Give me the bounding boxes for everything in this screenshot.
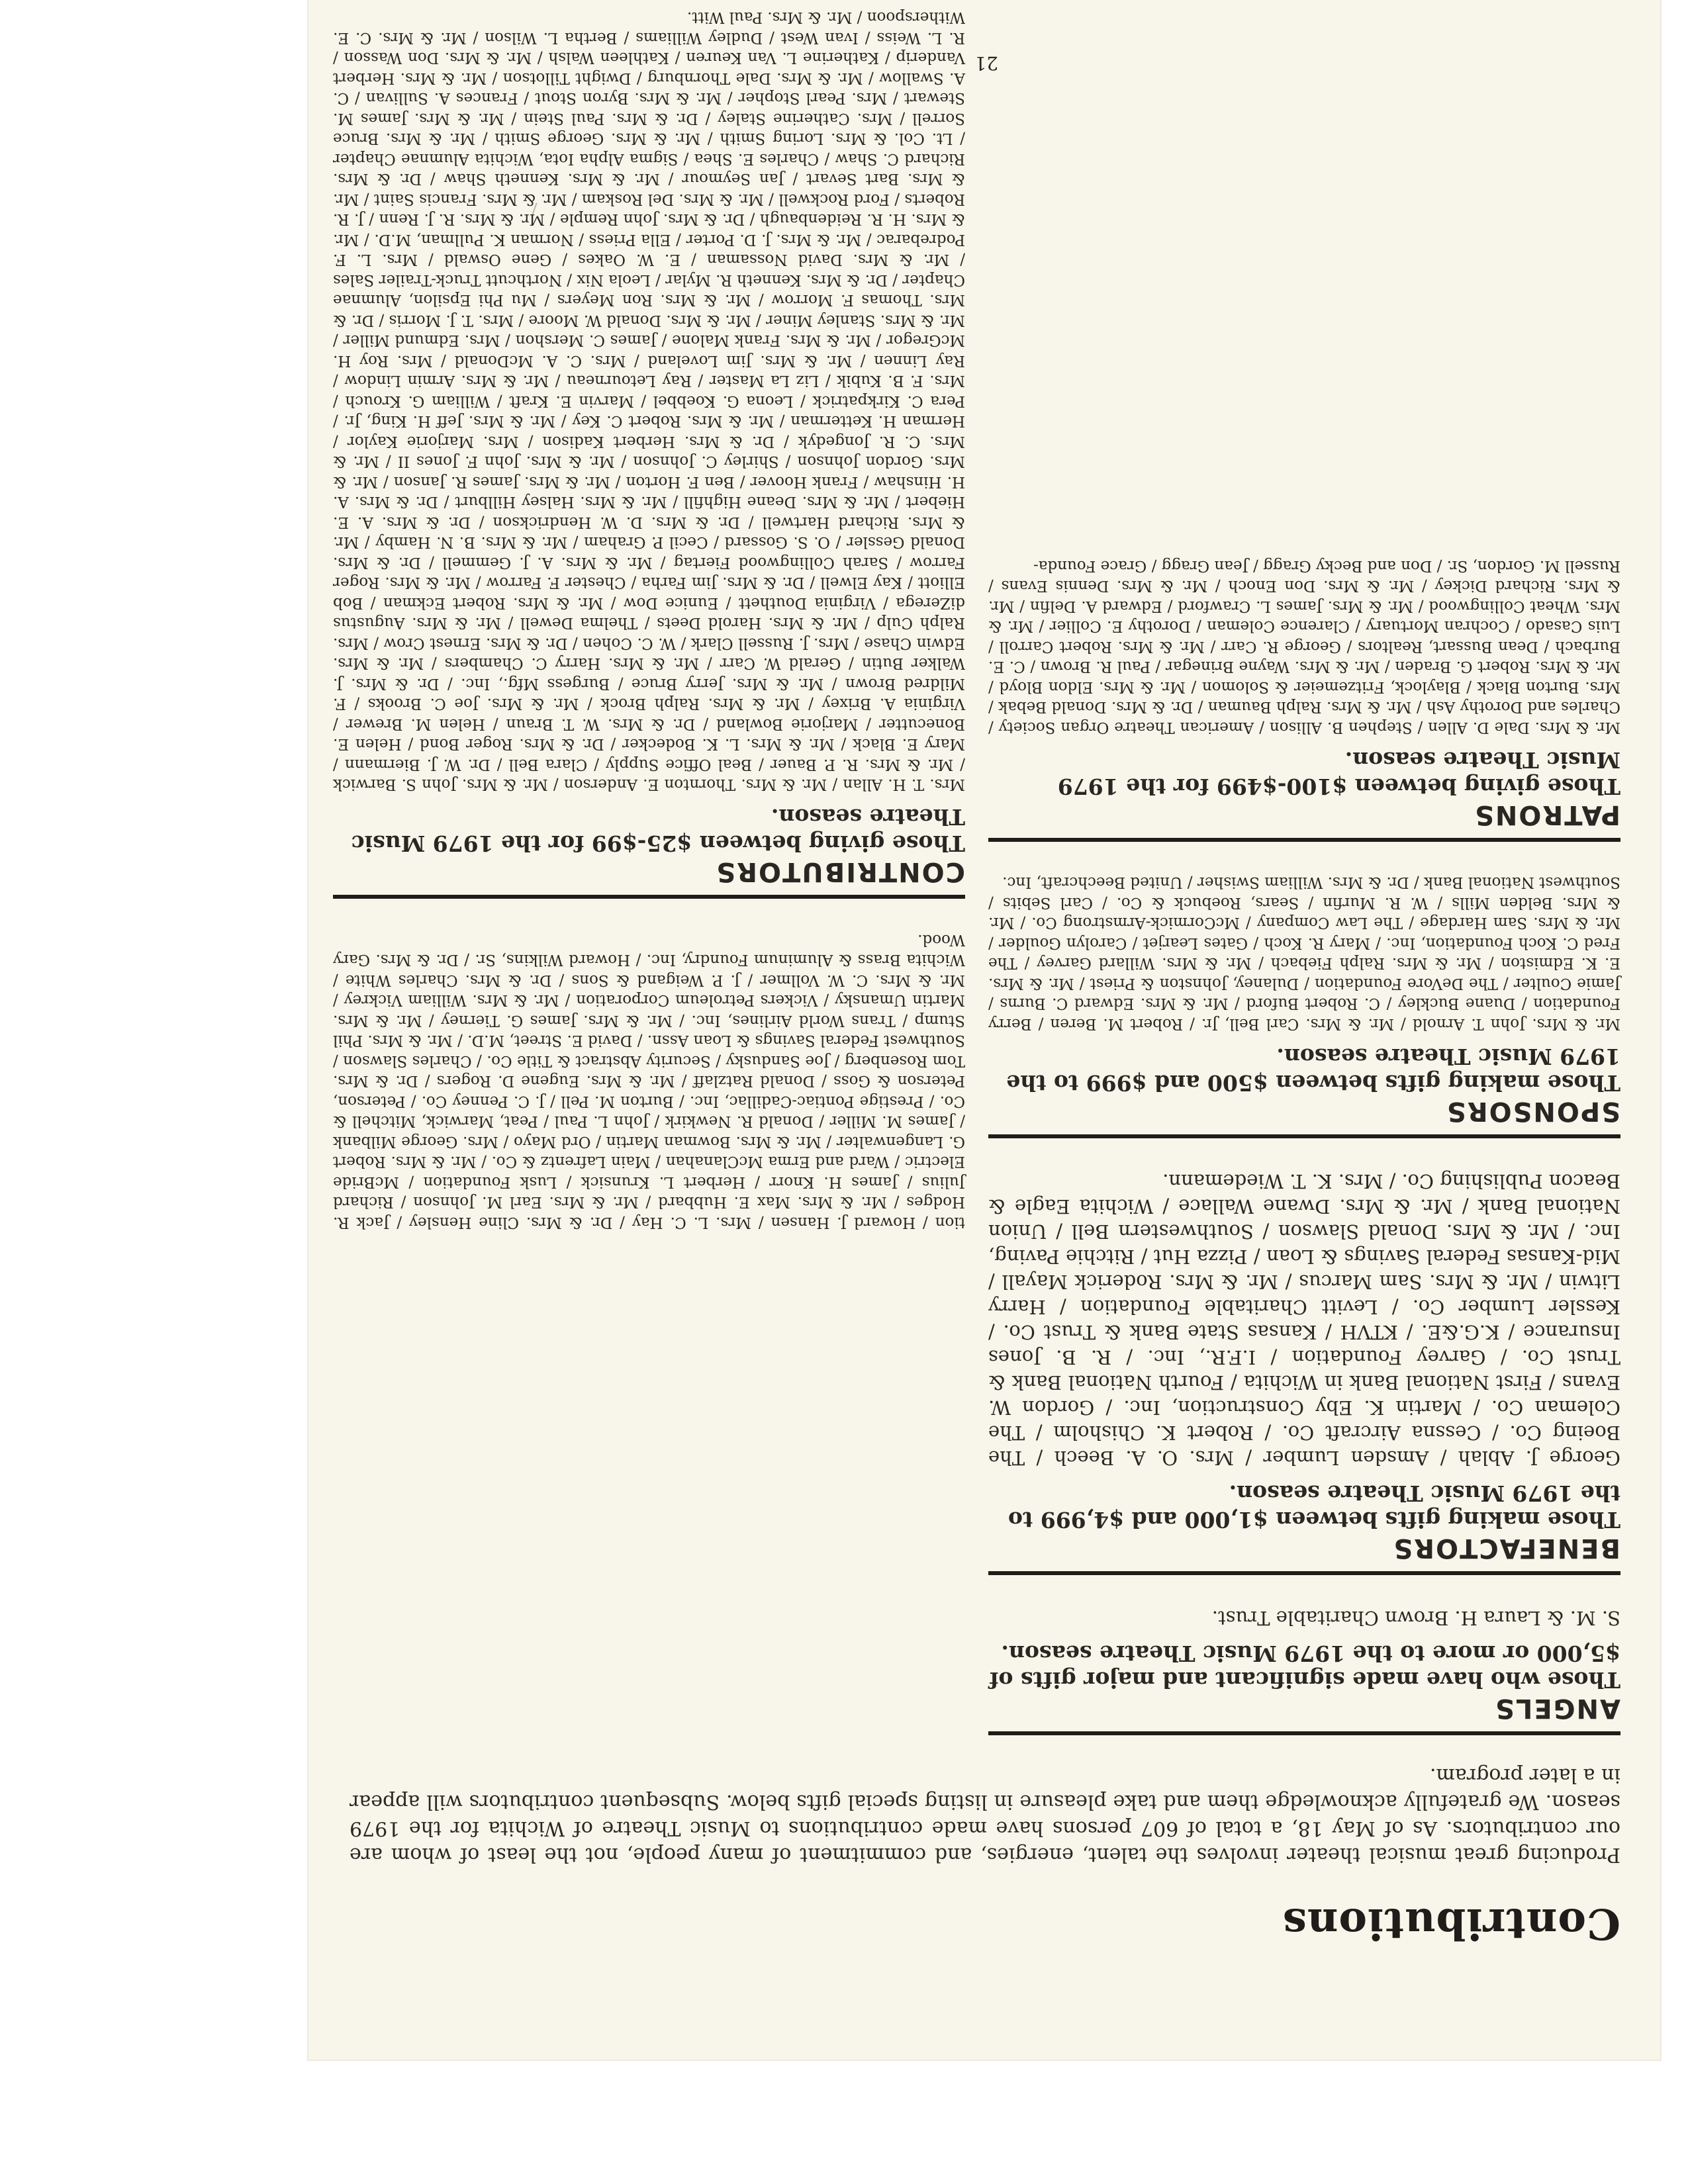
contributors-section xyxy=(333,7,965,899)
patrons-subtitle: Those giving between $100-$499 for the 1979 Music Theatre season. xyxy=(1057,747,1620,799)
document-page xyxy=(308,0,1660,2060)
patrons-section xyxy=(988,556,1620,842)
contributors-subtitle: Those giving between $25-$99 for the 1979 Music Theatre season. xyxy=(351,804,965,857)
sponsors-section xyxy=(988,872,1620,1138)
contributors-title: CONTRIBUTORS xyxy=(715,856,965,887)
sponsors-title: SPONSORS xyxy=(1445,1096,1620,1126)
contributors-list: Mrs. T. H. Allan / Mr. & Mrs. Thornton E. Anderson / Mr. & Mrs. John S. Barwick / Mr. & Mrs. R. P. Bauer / Beal Office Supply / Clara Bell / Dr. W. J. Biermann / Mary E. Black / Mr. & Mrs. L. K. Bodecker / Dr. & Mrs. Roger Bond / Helen E. Bonecutter / Marjorie Bowland / Dr. & Mrs. W. T. Braun / Helen M. Brewer / Virginia A. Brixey / Mr. & Mrs. Ralph Brock / Mr. & Mrs. Joe C. Brooks / F. Mildred Brown / Mr. & Mrs. Jerry Bruce / Burgess Mfg., Inc. / Dr. & Mrs. J. Walker Butin / Gerald W. Carr / Mr. & Mrs. Harry C. Chambers / Mr. & Mrs. Edwin Chase / Mrs. J. Russell Clark / W. C. Cohen / Dr. & Mrs. Ernest Crow / Mrs. Ralph Culp / Mr. & Mrs. Harold Deets / Thelma Dewell / Mr. & Mrs. Augustus diZerega / Virginia Douthett / Eunice Dow / Mr. & Mrs. Robert Eckman / Bob Elliott / Kay Elwell / Dr. & Mrs. Jim Farha / Chester F. Farrow / Mr. & Mrs. Roger Farrow / Sarah Collingwood Fiertag / Mr. & Mrs. A. J. Gemmell / Dr. & Mrs. Donald Gessler / O. S. Gossard / Cecil P. Graham / Mr. & Mrs. B. N. Hamby / Mr. & Mrs. Richard Hartwell / Dr. & Mrs. D. W. Hendrickson / Dr. & Mrs. A. E. Hiebert / Mr. & Mrs. Deane Highfill / Mr. & Mrs. Halsey Hillburt / Dr. & Mrs. A. H. Hinshaw / Frank Hoover / Ben F. Horton / Mr. & Mrs. James R. Janson / Mr. & Mrs. Gordon Johnson / Shirley C. Johnson / Mr. & Mrs. John F. Jones II / Mr. & Mrs. C. R. Jongedyk / Dr. & Mrs. Herbert Kadison / Mrs. Marjorie Kaylor / Herman H. Ketterman / Mr. & Mrs. Robert C. Key / Mr. & Mrs. Jeff H. King, Jr. / Pera C. Kirkpatrick / Leona G. Koebbel / Marvin E. Kraft / William G. Krouch / Mrs. F. B. Kubik / Liz La Master / Ray Letourneau / Mr. & Mrs. Armin Lindow / Ray Linnen / Mr. & Mrs. Jim Loveland / Mrs. C. A. McDonald / Mrs. Roy H. McGregor / Mr. & Mrs. Frank Malone / James C. Mershon / Mrs. Edmund Miller / Mr. & Mrs. Stanley Miner / Mr. & Mrs. Donald W. Moore / Mrs. T. J. Morris / Dr. & Mrs. Thomas F. Morrow / Mr. & Mrs. Ron Meyers / Mu Phi Epsilon, Alumnae Chapter / Dr. & Mrs. Kenneth R. Mylar / Leola Nix / Northcutt Truck-Trailer Sales / Mr. & Mrs. David Nossaman / E. W. Oakes / Gene Oswald / Mrs. L. F. Podrebarac / Mr. & Mrs. J. D. Porter / Ella Priess / Norman K. Pullman, M.D. / Mr. & Mrs. H. R. Reidenbaugh / Dr. & Mrs. John Remple / Mr. & Mrs. R. J. Renn / J. R. Roberts / Ford Rockwell / Mr. & Mrs. Del Roskam / Mr. & Mrs. Francis Saint / Mr. & Mrs. Bart Sevart / Jan Seymour / Mr. & Mrs. Kenneth Shaw / Dr. & Mrs. Richard C. Shaw / Charles E. Shea / Sigma Alpha Iota, Wichita Alumnae Chapter / Lt. Col. & Mrs. Loring Smith / Mr. & Mrs. George Smith / Mr. & Mrs. Bruce Sorrell / Mrs. Catherine Staley / Dr. & Mrs. Paul Stein / Mr. & Mrs. James M. Stewart / Mrs. Pearl Stopher / Mr. & Mrs. Byron Stout / Frances A. Sullivan / C. A. Swallow / Mr. & Mrs. Dale Thornburg / Dwight Tillotson / Mr. & Mrs. Herbert Vanderip / Katherine L. Van Keuren / Kathleen Walsh / Mr. & Mrs. Don Wasson / R. L. Weiss / Ivan West / Dudley Williams / Bertha L. Wilson / Mr. & Mrs. C. E. Witherspoon / Mr. & Mrs. Paul Witt. xyxy=(333,9,965,794)
sponsors-list: Mr. & Mrs. John T. Arnold / Mr. & Mrs. Carl Bell, Jr. / Robert M. Beren / Berry Foundation / Duane Buckley / C. Robert Buford / Mr. & Mrs. Edward C. Burns / Jamie Coulter / The DeVore Foundation / Dulaney, Johnston & Priest / Mr. & Mrs. E. K. Edmiston / Mr. & Mrs. Ralph Fiebach / Mr. & Mrs. Willard Garvey / The Fred C. Koch Foundation, Inc. / Mary R. Koch / Gates Learjet / Carolyn Goulder / Mr. & Mrs. Sam Hardage / The Law Company / McCormick-Armstrong Co. / Mr. & Mrs. Belden Mills / W. R. Murfin / Sears, Roebuck & Co. / Carl Sebits / Southwest National Bank / Dr. & Mrs. William Swisher / United Beechcraft, Inc. xyxy=(988,874,1620,1032)
right-column xyxy=(333,0,965,1232)
section-rule xyxy=(988,1134,1620,1138)
angels-list: S. M. & Laura H. Brown Charitable Trust. xyxy=(1211,1607,1620,1629)
benefactors-title: BENEFACTORS xyxy=(1392,1533,1620,1563)
patrons-list: Mr. & Mrs. Dale D. Allen / Stephen B. Allison / American Theatre Organ Society / Charles and Dorothy Ash / Mr. & Mrs. Ralph Bauman / Dr. & Mrs. Donald Bebak / Mrs. Burton Black / Blaylock, Fritzemeier & Solomon / Mr. & Mrs. Eldon Bloyd / Mr. & Mrs. Robert G. Braden / Mr. & Mrs. Wayne Brinegar / Paul R. Brown / C. E. Burbach / Dean Bussart, Realtors / George R. Carr / Mr. & Mrs. Robert Carroll / Luis Casado / Cochran Mortuary / Clarence Coleman / Dorothy E. Collier / Mr. & Mrs. Wheat Collingwood / Mr. & Mrs. James L. Crawford / Edward A. Delfin / Mr. & Mrs. Richard Dickey / Mr. & Mrs. Don Enoch / Mr. & Mrs. Dennis Evans / Russell M. Gordon, Sr. / Don and Becky Gragg / Jean Gragg / Grace Founda- xyxy=(988,557,1620,736)
page-number: 21 xyxy=(974,52,998,74)
benefactors-list: George J. Ablah / Amsden Lumber / Mrs. O. A. Beech / The Boeing Co. / Cessna Aircraft Co. / Robert K. Chisholm / The Coleman Co. / Martin K. Eby Construction, Inc. / Gordon W. Evans / First National Bank in Wichita / Fourth National Bank & Trust Co. / Garvey Foundation / I.F.R., Inc. / R. B. Jones Insurance / K.G.&E. / KTVH / Kansas State Bank & Trust Co. / Kessler Lumber Co. / Levitt Charitable Foundation / Harry Litwin / Mr. & Mrs. Sam Marcus / Mr. & Mrs. Roderick Mayall / Mid-Kansas Federal Savings & Loan / Pizza Hut / Ritchie Paving, Inc. / Mr. & Mrs. Donald Slawson / Southwestern Bell / Union National Bank / Mr. & Mrs. Dwane Wallace / Wichita Eagle & Beacon Publishing Co. / Mrs. K. T. Wiedemann. xyxy=(988,1170,1620,1469)
section-rule xyxy=(988,1571,1620,1575)
patrons-title: PATRONS xyxy=(1474,799,1620,830)
sponsors-subtitle: Those making gifts between $500 and $999 to the 1979 Music Theatre season. xyxy=(1006,1044,1620,1096)
page-title: Contributions xyxy=(1282,1899,1620,1948)
angels-subtitle: Those who have made significant and major gifts of $5,000 or more to the 1979 Music Theatre season. xyxy=(989,1641,1620,1693)
section-rule xyxy=(333,895,965,899)
section-rule xyxy=(988,838,1620,842)
patrons-continued-section xyxy=(333,930,965,1233)
left-column xyxy=(988,525,1620,1736)
patrons-list-continued: tion / Howard J. Hansen / Mrs. L. C. Hay / Dr. & Mrs. Cline Hensley / Jack R. Hodges / Mr. & Mrs. Max E. Hubbard / Mr. & Mrs. Earl M. Johnson / Richard Julius / James H. Knorr / Herbert L. Krunsick / Lusk Foundation / McBride Electric / Ward and Erma McClanahan / Main Lafrentz & Co. / Mr. & Mrs. Robert G. Langenwalter / Mr. & Mrs. Bowman Martin / Ord Mayo / Mrs. George Milbank / James M. Miller / Donald R. Newkirk / John L. Paul / Peat, Marwick, Mitchell & Co. / Prestige Pontiac-Cadillac, Inc. / Burton M. Pell / J. C. Penney Co. / Peterson, Peterson & Goss / Donald Ratzlaff / Mr. & Mrs. Eugene D. Rogers / Dr. & Mrs. Tom Rosenberg / Joe Sandusky / Security Abstract & Title Co. / Charles Slawson / Southwest Federal Savings & Loan Assn. / David E. Street, M.D. / Mr. & Mrs. Phil Stump / Trans World Airlines, Inc. / Mr. & Mrs. James G. Tierney / Mr. & Mrs. Martin Umansky / Vickers Petroleum Corporation / Mr. & Mrs. William Vickrey / Mr. & Mrs. C. W. Vollmer / J. P. Weigand & Sons / Dr. & Mrs. Charles White / Wichita Brass & Aluminum Foundry, Inc. / Howard Wilkins, Sr. / Dr. & Mrs. Gary Wood. xyxy=(333,931,965,1231)
benefactors-subtitle: Those making gifts between $1,000 and $4,999 to the 1979 Music Theatre season. xyxy=(1008,1480,1620,1533)
angels-title: ANGELS xyxy=(1494,1693,1620,1723)
angels-section xyxy=(988,1606,1620,1735)
benefactors-section xyxy=(988,1169,1620,1575)
page-content-rotated xyxy=(308,0,1660,2060)
intro-paragraph: Producing great musical theater involves the talent, energies, and commitment of many people, not the least of whom are our contributors. As of May 18, a total of 607 persons have made contributions to Music Theatre of Wichita for the 1979 season. We gratefully acknowledge them and take pleasure in listing special gifts below. Subsequent contributors will appear in a later program. xyxy=(350,1764,1620,1866)
section-rule xyxy=(988,1731,1620,1735)
